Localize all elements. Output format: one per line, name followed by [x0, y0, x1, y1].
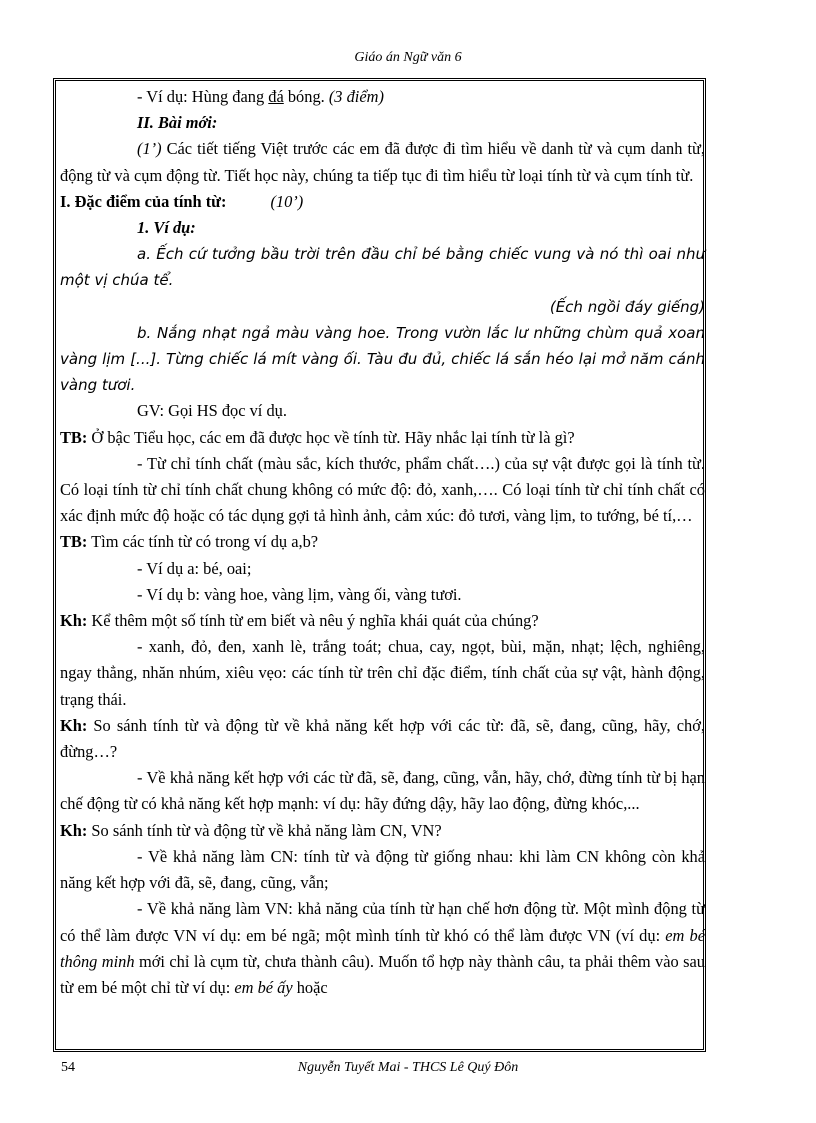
footer-author: Nguyễn Tuyết Mai - THCS Lê Quý Đôn [297, 1060, 519, 1075]
teacher-instruction: GV: Gọi HS đọc ví dụ. [137, 401, 287, 421]
question-1: TB: Ở bậc Tiểu học, các em đã được học về tính từ. Hãy nhắc lại tính từ là gì? [60, 427, 575, 447]
answer-1: - Từ chỉ tính chất (màu sắc, kích thước, phẩm chất….) của sự vật được gọi là tính từ. Có loại tính từ chỉ tính chất chung không có mức độ: đỏ, xanh,…. Có loại tính từ chỉ tính chất có xác định mức độ hoặc có tác dụng gợi tả hình ảnh, cảm xúc: đỏ tươi, vàng lịm, to tướng, bé tí,… [60, 453, 705, 526]
example-line: - Ví dụ: Hùng đang đá bóng. (3 điểm) [137, 87, 384, 106]
question-4: Kh: So sánh tính từ và động từ về khả năng kết hợp với các từ: đã, sẽ, đang, cũng, hãy, chớ, đừng…? [60, 715, 705, 762]
example-a-source: (Ếch ngồi đáy giếng) [549, 297, 705, 316]
intro-paragraph: (1’) Các tiết tiếng Việt trước các em đã được đi tìm hiểu về danh từ và cụm danh từ, động từ và cụm động từ. Tiết học này, chúng ta tiếp tục đi tìm hiểu từ loại tính từ và cụm tính từ. [60, 139, 705, 185]
answer-3: - xanh, đỏ, đen, xanh lè, trắng toát; chua, cay, ngọt, bùi, mặn, nhạt; lệch, nghiêng, ngay thẳng, nhăn nhúm, xiêu vẹo: các tính từ trên chỉ đặc điểm, tính chất của sự vật, hành động, trạng thái. [60, 637, 705, 709]
example-heading: 1. Ví dụ: [137, 218, 196, 238]
question-3: Kh: Kể thêm một số tính từ em biết và nêu ý nghĩa khái quát của chúng? [60, 611, 539, 631]
question-2: TB: Tìm các tính từ có trong ví dụ a,b? [60, 532, 319, 552]
heading-new-lesson: II. Bài mới: [137, 113, 218, 133]
example-b: b. Nắng nhạt ngả màu vàng hoe. Trong vườn lắc lư những chùm quả xoan vàng lịm [...]. Từng chiếc lá mít vàng ối. Tàu đu đủ, chiếc lá sắn héo lại mở năm cánh vàng tươi. [60, 323, 705, 395]
answer-2a: - Ví dụ a: bé, oai; [137, 558, 252, 578]
question-5: Kh: So sánh tính từ và động từ về khả năng làm CN, VN? [60, 820, 442, 840]
page-number: 54 [61, 1060, 75, 1075]
section-1-heading: I. Đặc điểm của tính từ: (10’) [60, 191, 304, 211]
page-header: Giáo án Ngữ văn 6 [354, 50, 462, 65]
example-a: a. Ếch cứ tưởng bầu trời trên đầu chỉ bé bằng chiếc vung và nó thì oai như một vị chúa tể. [60, 245, 705, 290]
answer-2b: - Ví dụ b: vàng hoe, vàng lịm, vàng ối, vàng tươi. [137, 584, 462, 604]
answer-4: - Về khả năng kết hợp với các từ đã, sẽ, đang, cũng, vẫn, hãy, chớ, đừng tính từ bị hạn chế động từ có khả năng kết hợp mạnh: ví dụ: hãy đứng dậy, hãy lao động, đừng khóc,... [60, 768, 705, 814]
lesson-content [60, 84, 705, 1001]
answer-5b: - Về khả năng làm VN: khả năng của tính từ hạn chế hơn động từ. Một mình động từ có thể làm được VN ví dụ: em bé ngã; một mình tính từ khó có thể làm được VN (ví dụ: em bé thông minh mới chỉ là cụm từ, chưa thành câu). Muốn tổ hợp này thành câu, ta phải thêm vào sau từ em bé một chỉ từ ví dụ: em bé ấy hoặc [60, 899, 705, 997]
answer-5a: - Về khả năng làm CN: tính từ và động từ giống nhau: khi làm CN không còn khả năng kết hợp với đã, sẽ, đang, cũng, vẫn; [60, 846, 705, 893]
